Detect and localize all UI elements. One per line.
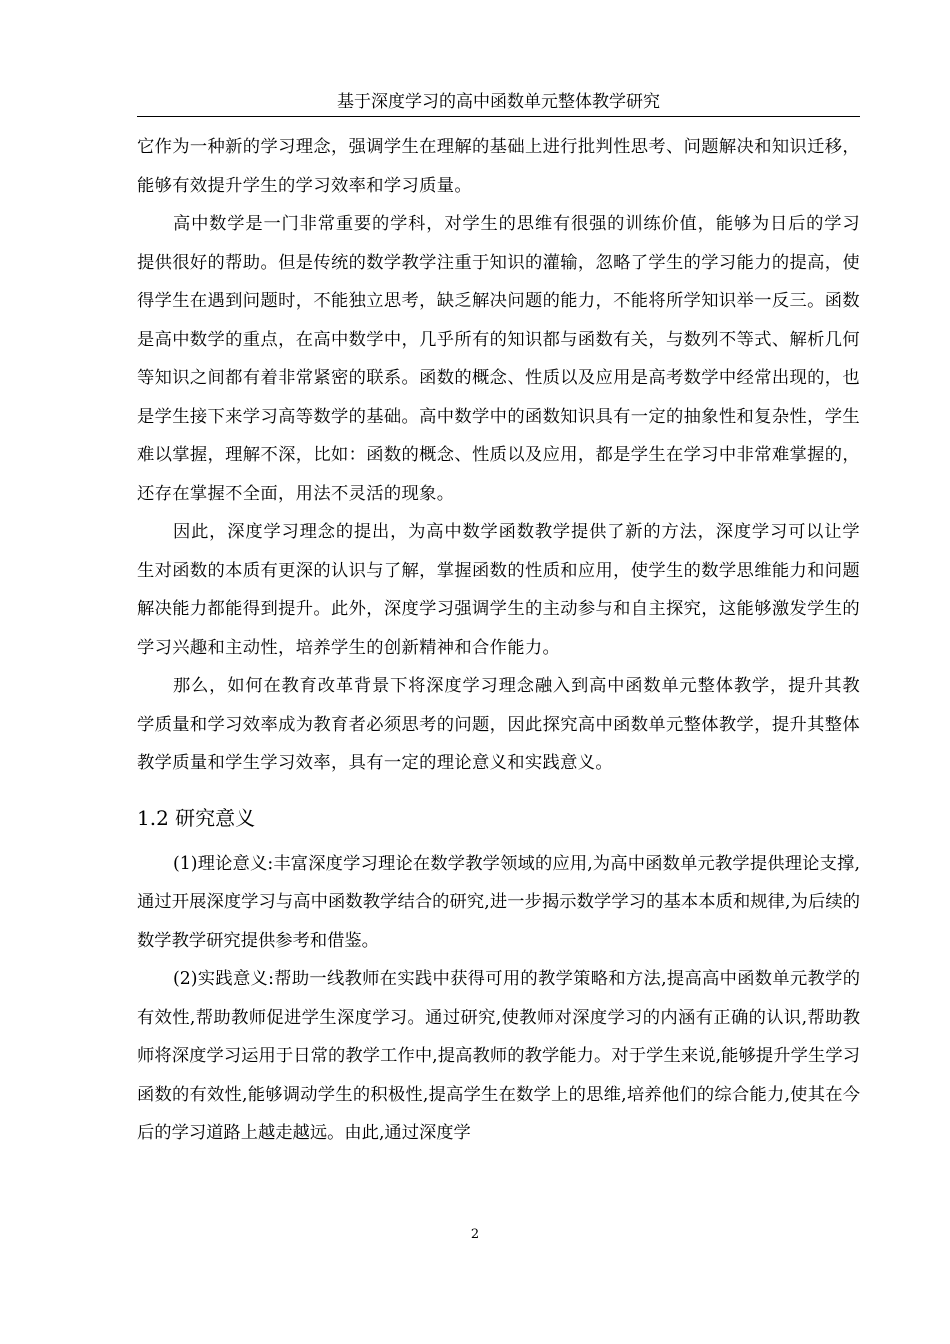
section-heading: 1.2 研究意义: [137, 805, 256, 830]
paragraph-continuation: 它作为一种新的学习理念，强调学生在理解的基础上进行批判性思考、问题解决和知识迁移，能够有效提升学生的学习效率和学习质量。: [137, 137, 860, 196]
paragraph-education-reform: 那么，如何在教育改革背景下将深度学习理念融入到高中函数单元整体教学，提升其教学质量和学习效率成为教育者必须思考的问题，因此探究高中函数单元整体教学，提升其整体教学质量和学生学习效率，具有一定的理论意义和实践意义。: [137, 676, 860, 773]
paragraph-practical-significance: (2)实践意义:帮助一线教师在实践中获得可用的教学策略和方法,提高高中函数单元教学的有效性,帮助教师促进学生深度学习。通过研究,使教师对深度学习的内涵有正确的认识,帮助教师将深度学习运用于日常的教学工作中,提高教师的教学能力。对于学生来说,能够提升学生学习函数的有效性,能够调动学生的积极性,提高学生在数学上的思维,培养他们的综合能力,使其在今后的学习道路上越走越远。由此,通过深度学: [137, 969, 860, 1143]
paragraph-math-importance: 高中数学是一门非常重要的学科，对学生的思维有很强的训练价值，能够为日后的学习提供很好的帮助。但是传统的数学教学注重于知识的灌输，忽略了学生的学习能力的提高，使得学生在遇到问题时，不能独立思考，缺乏解决问题的能力，不能将所学知识举一反三。函数是高中数学的重点，在高中数学中，几乎所有的知识都与函数有关，与数列不等式、解析几何等知识之间都有着非常紧密的联系。函数的概念、性质以及应用是高考数学中经常出现的，也是学生接下来学习高等数学的基础。高中数学中的函数知识具有一定的抽象性和复杂性，学生难以掌握，理解不深，比如：函数的概念、性质以及应用，都是学生在学习中非常难掌握的，还存在掌握不全面，用法不灵活的现象。: [137, 214, 860, 504]
paragraph-deep-learning: 因此，深度学习理念的提出，为高中数学函数教学提供了新的方法，深度学习可以让学生对函数的本质有更深的认识与了解，掌握函数的性质和应用，使学生的数学思维能力和问题解决能力都能得到提升。此外，深度学习强调学生的主动参与和自主探究，这能够激发学生的学习兴趣和主动性，培养学生的创新精神和合作能力。: [137, 522, 860, 658]
page-number: 2: [470, 1227, 480, 1242]
running-header: 基于深度学习的高中函数单元整体教学研究: [337, 92, 660, 112]
header-rule: [137, 116, 860, 117]
paragraph-theoretical-significance: (1)理论意义:丰富深度学习理论在数学教学领域的应用,为高中函数单元教学提供理论支撑,通过开展深度学习与高中函数教学结合的研究,进一步揭示数学学习的基本本质和规律,为后续的数学教学研究提供参考和借鉴。: [137, 853, 860, 951]
page-body: [137, 128, 860, 1153]
